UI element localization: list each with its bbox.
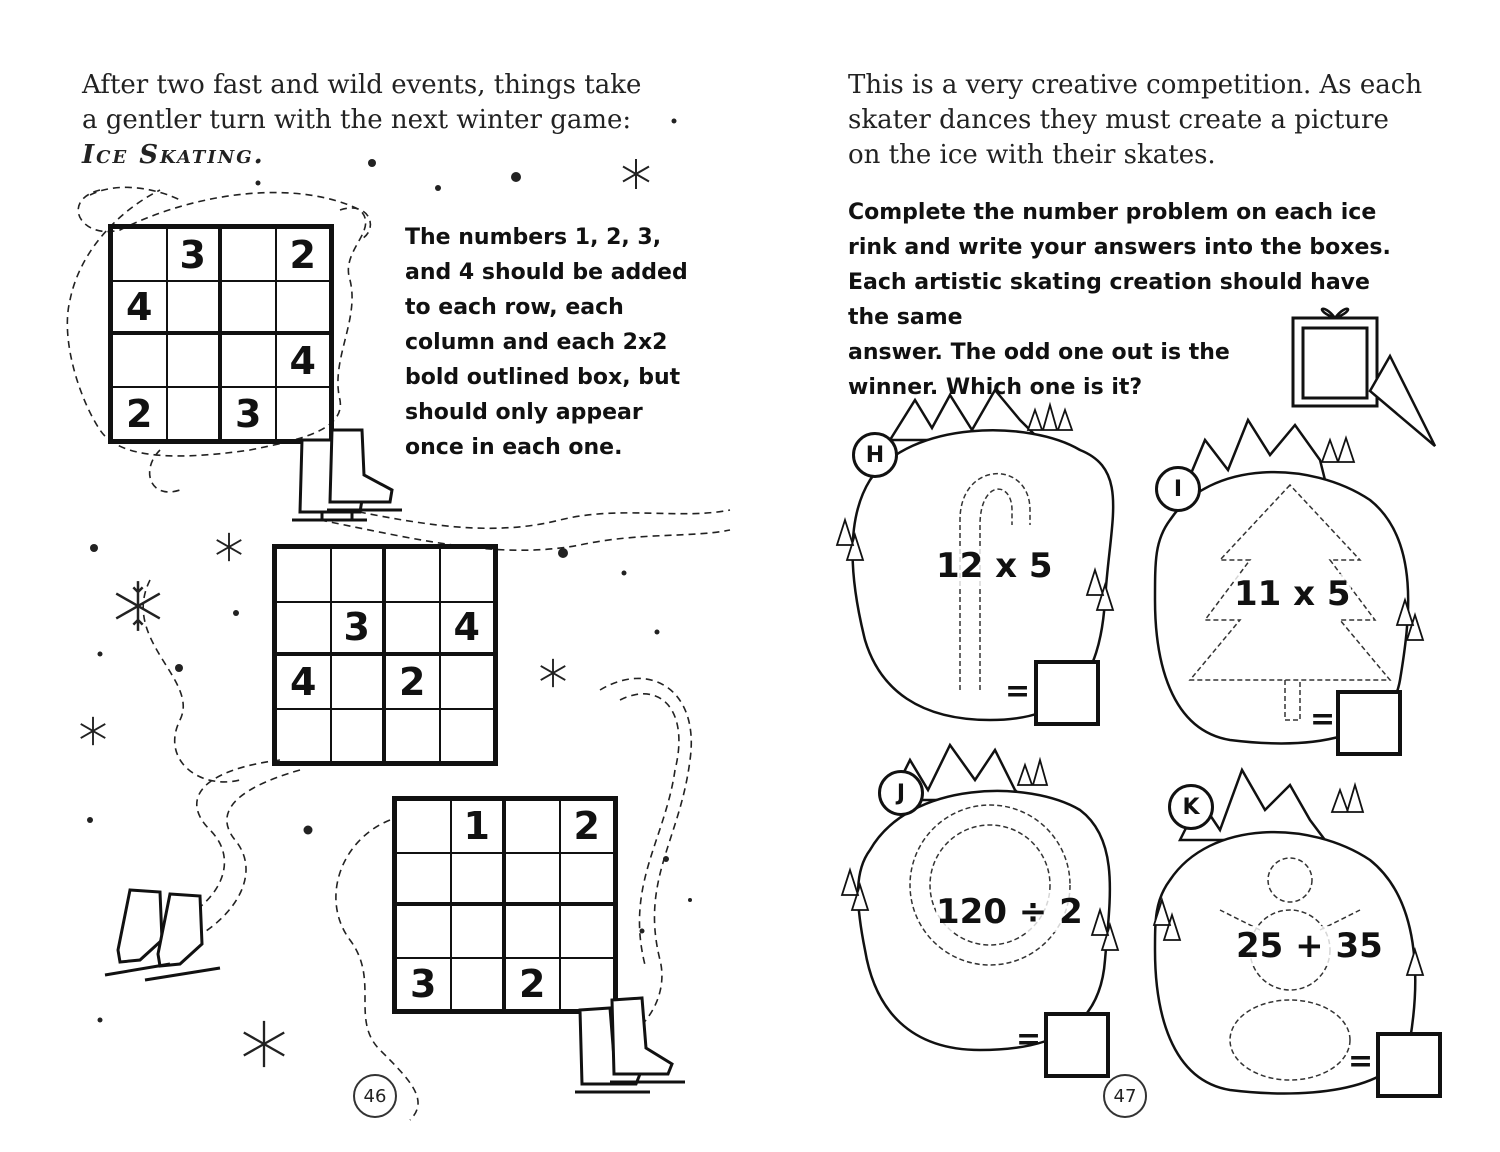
answer-box-i[interactable] <box>1336 690 1402 756</box>
pine-tree-icon <box>1322 438 1354 462</box>
rink-problem-i: 11 x 5 <box>1234 574 1351 614</box>
snowflake-icon <box>536 656 570 690</box>
event-title: Ice Skating. <box>82 140 265 170</box>
grid-cell[interactable] <box>276 709 331 763</box>
answer-box-h[interactable] <box>1034 660 1100 726</box>
grid-cell[interactable] <box>221 281 276 334</box>
grid-cell[interactable]: 2 <box>385 655 440 709</box>
rink-label-j: J <box>878 770 924 816</box>
grid-cell[interactable] <box>167 281 222 334</box>
grid-cell[interactable] <box>451 853 506 906</box>
pine-tree-icon <box>1018 760 1047 785</box>
snowflake-icon <box>76 714 110 748</box>
grid-cell[interactable]: 2 <box>276 228 331 281</box>
grid-cell[interactable]: 3 <box>167 228 222 281</box>
equals-sign: = <box>1348 1044 1374 1079</box>
intro-line-1: After two fast and wild events, things take <box>82 70 642 100</box>
sudoku-grid-3 <box>392 796 618 1014</box>
grid-cell[interactable] <box>560 853 615 906</box>
grid-cell[interactable] <box>167 334 222 387</box>
grid-cell[interactable]: 3 <box>331 602 386 656</box>
grid-cell[interactable] <box>505 905 560 958</box>
grid-cell[interactable] <box>451 958 506 1011</box>
grid-cell[interactable] <box>396 853 451 906</box>
grid-cell[interactable] <box>221 228 276 281</box>
pine-tree-icon <box>1332 785 1363 812</box>
pine-tree-icon <box>1028 405 1072 430</box>
equals-sign: = <box>1016 1022 1042 1057</box>
rink-problem-h: 12 x 5 <box>936 546 1053 586</box>
grid-cell[interactable] <box>385 709 440 763</box>
answer-box-k[interactable] <box>1376 1032 1442 1098</box>
instructions-paragraph-3: winner. Which one is it? <box>848 375 1143 400</box>
grid-cell[interactable] <box>331 548 386 602</box>
grid-cell[interactable] <box>560 905 615 958</box>
right-page <box>750 0 1500 1152</box>
grid-cell[interactable] <box>167 387 222 440</box>
equals-sign: = <box>1310 702 1336 737</box>
grid-cell[interactable]: 4 <box>112 281 167 334</box>
grid-cell[interactable]: 4 <box>276 655 331 709</box>
grid-cell[interactable] <box>276 281 331 334</box>
page-number: 46 <box>353 1074 397 1118</box>
snowflake-icon <box>238 1018 290 1070</box>
grid-cell[interactable]: 3 <box>221 387 276 440</box>
grid-cell[interactable] <box>112 228 167 281</box>
rinks-decoration <box>750 0 1500 1152</box>
grid-cell[interactable] <box>396 800 451 853</box>
grid-cell[interactable] <box>331 709 386 763</box>
rink-problem-k: 25 + 35 <box>1236 926 1383 966</box>
grid-cell[interactable] <box>440 548 495 602</box>
grid-cell[interactable] <box>451 905 506 958</box>
sudoku-grid-2 <box>272 544 498 766</box>
grid-cell[interactable]: 1 <box>451 800 506 853</box>
grid-cell[interactable] <box>276 548 331 602</box>
ice-skates-icon <box>570 990 700 1100</box>
grid-cell[interactable] <box>276 602 331 656</box>
sudoku-instructions: The numbers 1, 2, 3, and 4 should be added to each row, each column and each 2x2 bold outlined box, but should only appear once in each one. <box>405 225 688 460</box>
sudoku-grid-1 <box>108 224 334 444</box>
grid-cell[interactable] <box>385 602 440 656</box>
rink-label-h: H <box>852 432 898 478</box>
right-intro-text: This is a very creative competition. As each skater dances they must create a picture on the ice with their skates. <box>848 70 1423 170</box>
grid-cell[interactable] <box>396 905 451 958</box>
grid-cell[interactable]: 3 <box>396 958 451 1011</box>
grid-cell[interactable]: 2 <box>560 800 615 853</box>
snowflake-icon <box>618 156 654 192</box>
snowflake-icon <box>212 530 246 564</box>
answer-box-j[interactable] <box>1044 1012 1110 1078</box>
ice-skates-icon <box>100 880 240 990</box>
page-number: 47 <box>1103 1074 1147 1118</box>
grid-cell[interactable] <box>440 655 495 709</box>
grid-cell[interactable] <box>385 548 440 602</box>
grid-cell[interactable]: 2 <box>505 958 560 1011</box>
snowflake-icon <box>110 578 166 634</box>
grid-cell[interactable] <box>505 853 560 906</box>
grid-cell[interactable]: 4 <box>276 334 331 387</box>
rink-label-k: K <box>1168 784 1214 830</box>
grid-cell[interactable]: 4 <box>440 602 495 656</box>
grid-cell[interactable]: 2 <box>112 387 167 440</box>
grid-cell[interactable] <box>440 709 495 763</box>
rink-label-i: I <box>1155 466 1201 512</box>
grid-cell[interactable] <box>505 800 560 853</box>
instructions-paragraph-2: answer. The odd one out is the <box>848 340 1230 365</box>
grid-cell[interactable] <box>331 655 386 709</box>
equals-sign: = <box>1005 674 1031 709</box>
instructions-paragraph-1: Complete the number problem on each ice rink and write your answers into the boxes. Each artistic skating creation should have the same <box>848 200 1391 330</box>
left-intro-text <box>82 68 682 173</box>
ice-skates-icon <box>272 420 412 530</box>
grid-cell[interactable] <box>112 334 167 387</box>
rink-problem-j: 120 ÷ 2 <box>936 892 1083 932</box>
intro-line-2: a gentler turn with the next winter game: <box>82 105 632 135</box>
grid-cell[interactable] <box>221 334 276 387</box>
